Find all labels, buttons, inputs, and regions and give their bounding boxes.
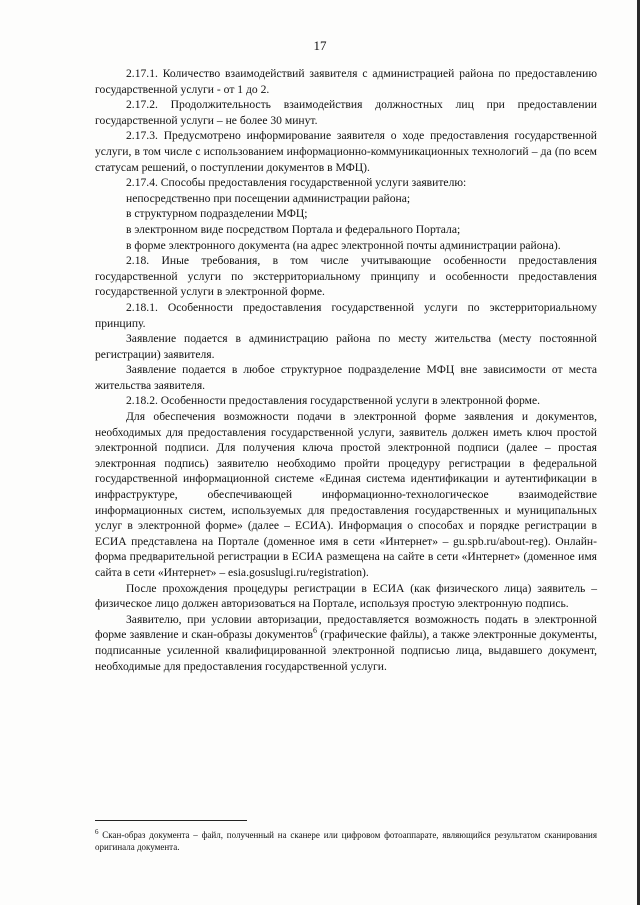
paragraph-2-18-2: 2.18.2. Особенности предоставления государственной услуги в электронной форме. xyxy=(126,394,541,408)
footnote xyxy=(95,826,597,853)
paragraph-esia-registration: Для обеспечения возможности подачи в электронной форме заявления и документов, необходимых для предоставления государственной услуги, заявитель должен иметь ключ простой электронной подписи. Для получения ключа простой электронной подписи (далее – простая электронная подпись) заявителю необходимо пройти процедуру регистрации в федеральной государственной информационной системе «Единая система идентификации и аутентификации в инфраструктуре, обеспечивающей информационно-технологическое взаимодействие информационных систем, используемых для предоставления государственных и муниципальных услуг в электронной форме» (далее – ЕСИА). Информация о способах и порядке регистрации в ЕСИА представлена на Портале (доменное имя в сети «Интернет» – gu.spb.ru/about-reg). Онлайн-форма предварительной регистрации в ЕСИА размещена на сайте в сети «Интернет» (доменное имя сайта в сети «Интернет» – esia.gosuslugi.ru/registration). xyxy=(95,410,597,579)
paragraph-electronic-submission-text-2: (графические файлы), а также электронные документы, подписанные усиленной квалифицированной электронной подписью лица, выдавшего документ, необходимые для предоставления государственной услуги. xyxy=(95,628,597,673)
list-item-in-person: непосредственно при посещении администрации района; xyxy=(126,191,411,205)
footnote-separator xyxy=(95,820,247,821)
footnote-mark: 6 xyxy=(95,828,99,836)
paragraph-2-18-1: 2.18.1. Особенности предоставления государственной услуги по экстерриториальному принципу. xyxy=(95,300,597,330)
list-item-email: в форме электронного документа (на адрес электронной почты администрации района). xyxy=(126,238,561,252)
paragraph-application-district: Заявление подается в администрацию района по месту жительства (месту постоянной регистрации) заявителя. xyxy=(95,332,597,361)
paragraph-2-17-2: 2.17.2. Продолжительность взаимодействия должностных лиц при предоставлении государственной услуги – не более 30 минут. xyxy=(95,98,597,127)
page-number: 17 xyxy=(313,38,327,53)
paragraph-electronic-submission-text-1: Заявителю, при условии авторизации, предоставляется возможность подать в электронной форме заявление и скан-образы документов xyxy=(95,612,597,642)
footnote-text: Скан-образ документа – файл, полученный на сканере или цифровом фотоаппарате, являющийся результатом сканирования оригинала документа. xyxy=(95,830,597,852)
footnote-reference-mark: 6 xyxy=(312,626,317,636)
document-body xyxy=(95,66,597,674)
paragraph-application-mfc: Заявление подается в любое структурное подразделение МФЦ вне зависимости от места жительства заявителя. xyxy=(95,363,597,392)
paragraph-2-18: 2.18. Иные требования, в том числе учитывающие особенности предоставления государственной услуги по экстерриториальному принципу и особенности предоставления государственной услуги в электронной форме. xyxy=(95,254,597,299)
list-item-portal: в электронном виде посредством Портала и федерального Портала; xyxy=(126,222,461,236)
paragraph-2-17-1: 2.17.1. Количество взаимодействий заявителя с администрацией района по предоставлению государственной услуги - от 1 до 2. xyxy=(95,67,597,96)
paragraph-2-17-4: 2.17.4. Способы предоставления государственной услуги заявителю: xyxy=(126,176,467,190)
paragraph-electronic-submission xyxy=(95,612,597,674)
list-item-mfc: в структурном подразделении МФЦ; xyxy=(126,207,308,221)
paragraph-portal-authorization: После прохождения процедуры регистрации в ЕСИА (как физического лица) заявитель – физическое лицо должен авторизоваться на Портале, используя простую электронную подпись. xyxy=(95,581,597,611)
paragraph-2-17-3: 2.17.3. Предусмотрено информирование заявителя о ходе предоставления государственной услуги, в том числе с использованием информационно-коммуникационных технологий – да (по всем статусам решений, о поступлении документов в МФЦ). xyxy=(95,129,597,174)
